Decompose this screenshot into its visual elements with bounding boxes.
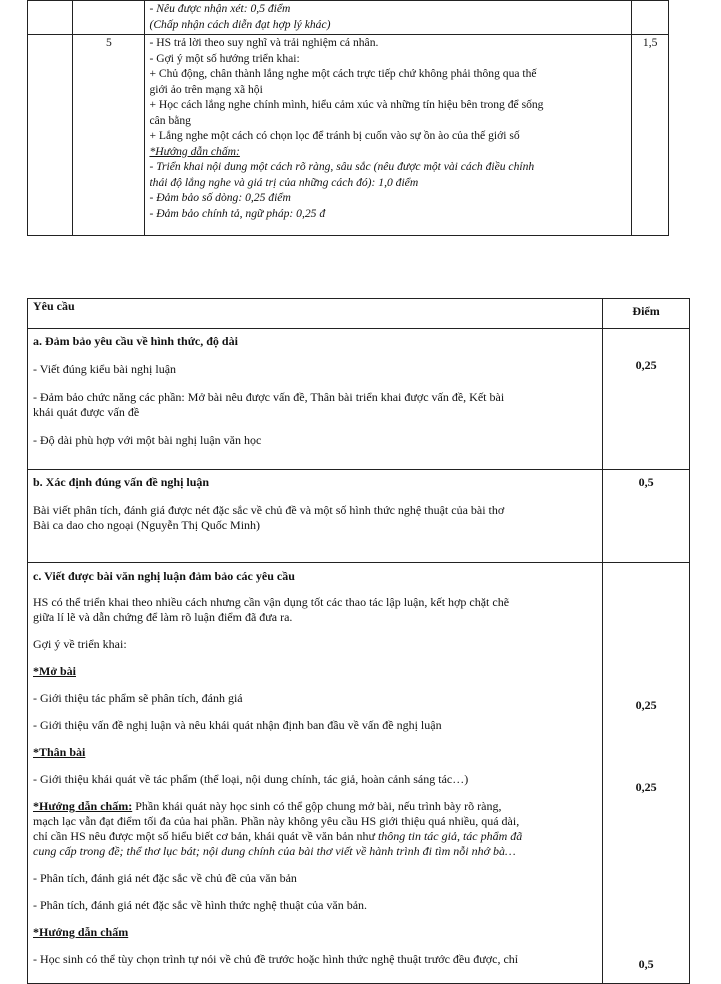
table-row <box>28 470 690 563</box>
table-cell <box>632 1 669 35</box>
essay-scoring-table <box>27 298 690 984</box>
guide-paragraph <box>33 799 597 814</box>
score-cell: 1,5 <box>632 35 669 236</box>
section-b-cell <box>28 470 603 563</box>
text-line: - Độ dài phù hợp với một bài nghị luận văn học <box>33 433 262 447</box>
text-line: - Phân tích, đánh giá nét đặc sắc về chủ đề của văn bản <box>33 871 297 885</box>
score-value: 0,25 <box>635 780 657 794</box>
guide-label: *Hướng dẫn chấm: <box>33 799 133 813</box>
subheading-guide: *Hướng dẫn chấm <box>33 925 129 939</box>
text-line: mạch lạc vẫn đạt điểm tối đa của hai phần. Phần này không yêu cầu HS giới thiệu quá nhiều, quá dài, <box>33 814 520 828</box>
text-run: Phần khái quát này học sinh có thể gộp chung mở bài, nếu trình bày rõ ràng, <box>132 799 502 813</box>
text-line: - Phân tích, đánh giá nét đặc sắc về hình thức nghệ thuật của văn bản. <box>33 898 368 912</box>
text-line <box>33 829 597 844</box>
table-cell <box>73 1 145 35</box>
text-line: Gợi ý về triển khai: <box>33 637 127 651</box>
table-row <box>28 35 669 236</box>
subheading-than-bai: *Thân bài <box>33 745 86 759</box>
text-line: - Gợi ý một số hướng triển khai: <box>149 51 300 65</box>
text-line: HS có thể triển khai theo nhiều cách nhưng cần vận dụng tốt các thao tác lập luận, kết hợp chặt chẽ <box>33 595 510 609</box>
text-line: + Học cách lắng nghe chính mình, hiểu cảm xúc và những tín hiệu bên trong để sống <box>149 98 544 111</box>
table-row <box>28 563 690 984</box>
text-line: + Lắng nghe một cách có chọn lọc để tránh bị cuốn vào sự ồn ào của thế giới số <box>149 129 520 142</box>
text-line: - Triển khai nội dung một cách rõ ràng, sâu sắc (nêu được một vài cách điều chỉnh <box>149 160 535 173</box>
text-line: Bài viết phân tích, đánh giá được nét đặc sắc về chủ đề và một số hình thức nghệ thuật của bài thơ <box>33 503 505 517</box>
subheading-mo-bai: *Mở bài <box>33 664 76 678</box>
text-line: giữa lí lẽ và dẫn chứng để làm rõ luận điểm đã đưa ra. <box>33 610 293 624</box>
table-cell <box>28 1 73 35</box>
score-value: 0,5 <box>638 957 654 971</box>
text-line: - Đảm bảo số dòng: 0,25 điểm <box>149 191 291 204</box>
text-line: cân bằng <box>149 113 191 127</box>
table-header-row <box>28 299 690 329</box>
score-value: 0,25 <box>635 358 657 372</box>
score-cell <box>603 563 690 984</box>
text-line: - Giới thiệu tác phẩm sẽ phân tích, đánh giá <box>33 691 243 705</box>
score-cell <box>603 470 690 563</box>
text-line: giới ảo trên mạng xã hội <box>149 82 263 96</box>
text-run: thông tin tác giả, tác phẩm đã <box>377 829 523 843</box>
table-row <box>28 1 669 35</box>
text-line: khái quát được vấn đề <box>33 405 140 419</box>
section-title: a. Đảm bảo yêu cầu về hình thức, độ dài <box>33 334 238 348</box>
header-requirement: Yêu cầu <box>28 299 603 329</box>
text-line: - Học sinh có thể tùy chọn trình tự nói về chủ đề trước hoặc hình thức nghệ thuật trước đều được, chỉ <box>33 952 519 966</box>
table-row <box>28 329 690 470</box>
text-line: cung cấp trong đề; thể thơ lục bát; nội dung chính của bài thơ viết về hành trình đi tìm nỗi nhớ bà… <box>33 844 516 858</box>
table-cell <box>28 35 73 236</box>
text-line: - Giới thiệu vấn đề nghị luận và nêu khái quát nhận định ban đầu về vấn đề nghị luận <box>33 718 442 732</box>
text-line: thái độ lắng nghe và giá trị của những cách đó): 1,0 điểm <box>149 175 419 189</box>
header-score: Điểm <box>603 299 690 329</box>
score-value: 0,25 <box>635 698 657 712</box>
text-line: - Viết đúng kiểu bài nghị luận <box>33 362 177 376</box>
guide-label: *Hướng dẫn chấm: <box>149 144 240 158</box>
question-number: 5 <box>73 35 145 236</box>
answer-cell <box>145 1 632 35</box>
text-line: - Đảm bảo chính tả, ngữ pháp: 0,25 đ <box>149 206 326 220</box>
score-cell <box>603 329 690 470</box>
answer-cell <box>145 35 632 236</box>
text-line: - Giới thiệu khái quát về tác phẩm (thể loại, nội dung chính, tác giả, hoàn cảnh sáng tác…) <box>33 772 469 786</box>
text-line: Bài ca dao cho ngoại (Nguyễn Thị Quốc Minh) <box>33 518 261 532</box>
text-run: chỉ cần HS nêu được một số hiểu biết cơ bản, khái quát về văn bản như <box>33 829 378 843</box>
text-line: (Chấp nhận cách diễn đạt hợp lý khác) <box>149 17 331 31</box>
scoring-table-continued <box>27 0 669 236</box>
section-title: c. Viết được bài văn nghị luận đảm bảo các yêu cầu <box>33 569 295 583</box>
section-title: b. Xác định đúng vấn đề nghị luận <box>33 475 210 489</box>
section-a-cell <box>28 329 603 470</box>
score-value: 0,5 <box>638 475 654 489</box>
text-line: + Chủ động, chân thành lắng nghe một cách trực tiếp chứ không phải thông qua thế <box>149 67 537 80</box>
text-line: - HS trả lời theo suy nghĩ và trải nghiệm cá nhân. <box>149 36 379 49</box>
text-line: - Nêu được nhận xét: 0,5 điểm <box>149 2 291 15</box>
text-line: - Đảm bảo chức năng các phần: Mở bài nêu được vấn đề, Thân bài triển khai được vấn đề, Kết bài <box>33 390 505 404</box>
section-c-cell <box>28 563 603 984</box>
